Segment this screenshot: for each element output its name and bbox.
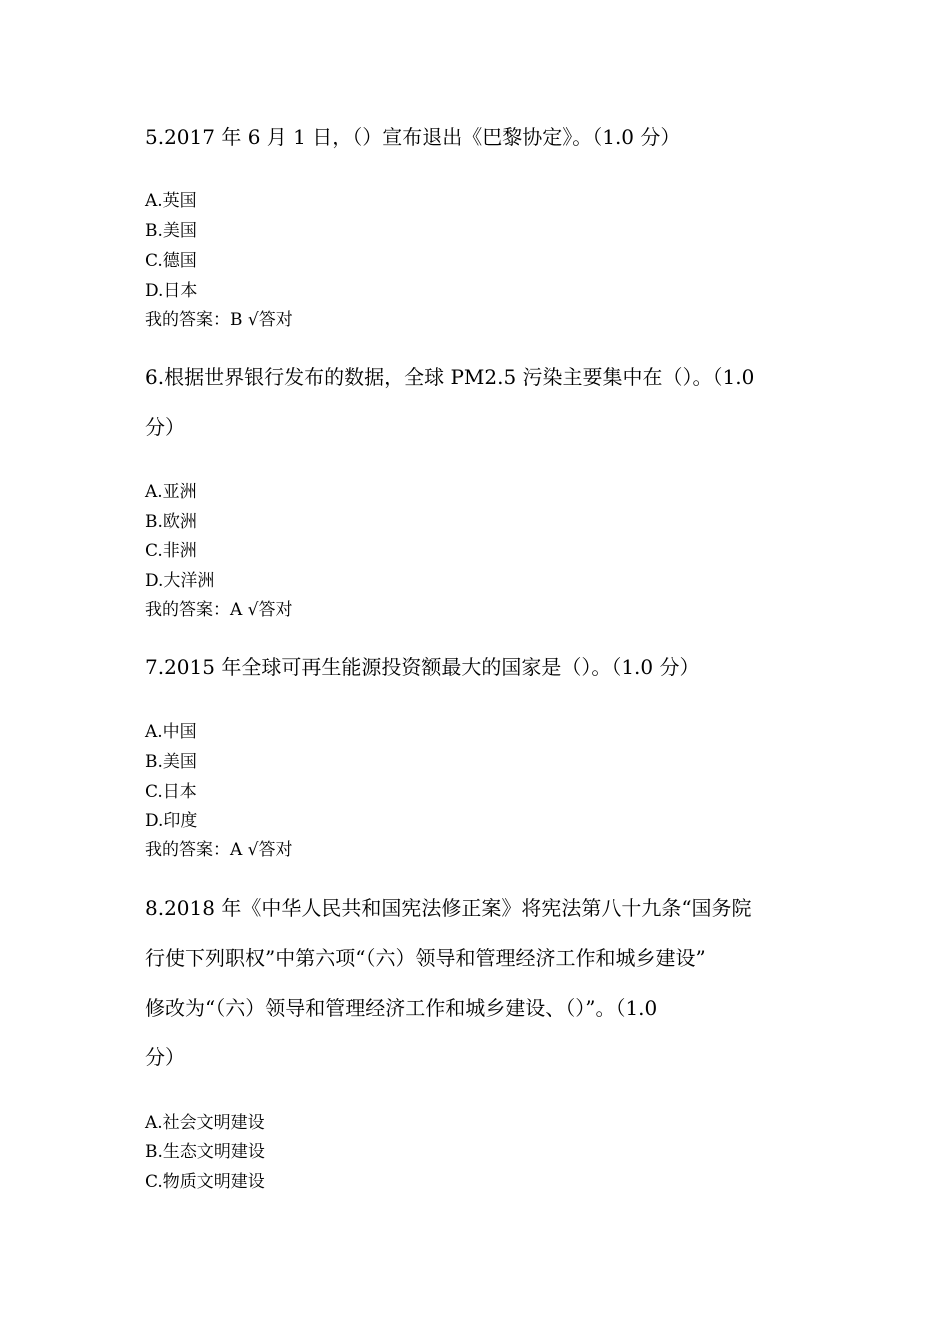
question-6-option-d: D.大洋洲 (145, 571, 215, 591)
question-7-option-c: C.日本 (145, 782, 197, 802)
question-5-option-a: A.英国 (145, 191, 197, 211)
question-5-option-d: D.日本 (145, 281, 198, 301)
question-6-answer: 我的答案：A √答对 (145, 600, 293, 620)
question-8-title-line-2: 行使下列职权”中第六项“（六）领导和管理经济工作和城乡建设” (145, 946, 706, 970)
question-7-title: 7.2015 年全球可再生能源投资额最大的国家是（）。（1.0 分） (145, 655, 700, 679)
question-5-option-c: C.德国 (145, 251, 197, 271)
question-8-title-line-1: 8.2018 年《中华人民共和国宪法修正案》将宪法第八十九条“国务院 (145, 896, 752, 920)
question-6-title-line-2: 分） (145, 415, 185, 439)
question-5-option-b: B.美国 (145, 221, 197, 241)
question-5-answer: 我的答案：B √答对 (145, 310, 293, 330)
question-6-option-a: A.亚洲 (145, 482, 197, 502)
question-8-title-line-3: 修改为“（六）领导和管理经济工作和城乡建设、（）”。（1.0 (145, 996, 658, 1020)
question-7-option-b: B.美国 (145, 752, 197, 772)
question-6-option-c: C.非洲 (145, 541, 197, 561)
question-8-option-a: A.社会文明建设 (145, 1113, 265, 1133)
question-7-option-a: A.中国 (145, 722, 197, 742)
question-8-option-b: B.生态文明建设 (145, 1142, 265, 1162)
question-7-option-d: D.印度 (145, 811, 198, 831)
question-6-title-line-1: 6.根据世界银行发布的数据，全球 PM2.5 污染主要集中在（）。（1.0 (145, 365, 755, 389)
question-6-option-b: B.欧洲 (145, 512, 197, 532)
question-8-option-c: C.物质文明建设 (145, 1172, 265, 1192)
question-5-title: 5.2017 年 6 月 1 日，（）宣布退出《巴黎协定》。（1.0 分） (145, 125, 681, 149)
question-7-answer: 我的答案：A √答对 (145, 840, 293, 860)
question-8-title-line-4: 分） (145, 1045, 185, 1069)
